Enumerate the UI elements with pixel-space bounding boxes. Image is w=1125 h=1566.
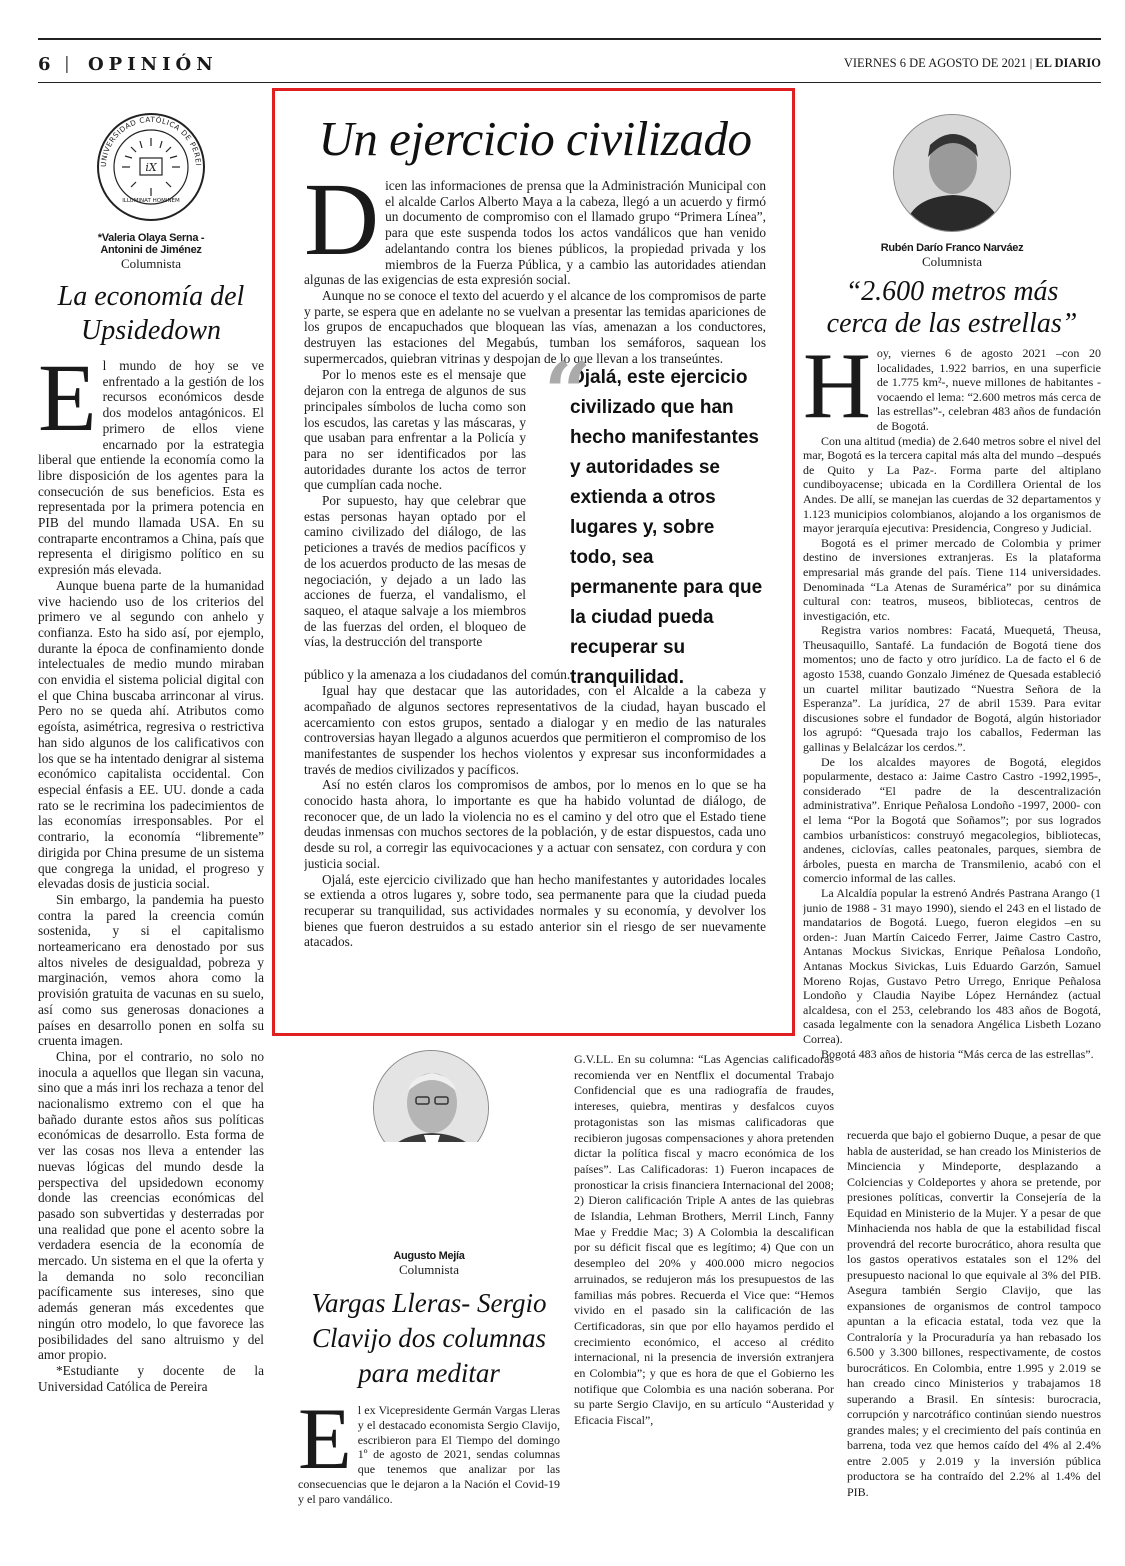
logo-ring-text: UNIVERSIDAD CATÓLICA DE PEREI [98,114,204,168]
paragraph: Por supuesto, hay que celebrar que estas personas hayan optado por el camino civilizado del diálogo, de las peticiones a través de medios pacíficos y de los acuerdos producto de las mesas de negociación, y dejado a un lado las acciones de fuerza, el vandalismo, el saqueo, el ataque salvaje a los miembros de las fuerzas del orden, el bloqueo de vías, la destrucción del transporte [304,493,526,650]
header-separator: | [64,54,70,74]
pullquote [544,345,766,689]
featured-article [304,108,766,1026]
bottom-article-col2 [574,1052,834,1556]
right-article [803,92,1101,1112]
paragraph: Registra varios nombres: Facatá, Muequetá, Theusa, Theusaquillo, Santafé. La fundación de Bogotá tiene dos momentos; uno de facto y otro jurídico. La de facto el 6 de agosto 1538, cuando Gonzalo Jiménez de Quesada estableció un cuartel militar bautizado “Nuestra Señora de la Esperanza”. La jurídica, 27 de abril 1539. Para evitar discusiones sobre el fundador de Bogotá, algún historiador los agrupó: “Quesada trajo los caballos, Federman las gallinas y Belalcázar los cerdos.”. [803,623,1101,755]
header-top-rule [38,38,1101,40]
author-name-line2: Antonini de Jiménez [100,244,202,256]
drop-cap: E [38,344,97,451]
drop-cap: D [304,162,380,277]
issue-date: VIERNES 6 DE AGOSTO DE 2021 | EL DIARIO [843,56,1101,70]
bottom-article-header [300,1042,562,1142]
paragraph: *Estudiante y docente de la Universidad Católica de Pereira [38,1363,264,1394]
author-name-line1: *Valeria Olaya Serna - [97,232,205,244]
author-photo [373,1050,489,1142]
article-title [298,1286,560,1391]
header-bottom-rule [38,82,1101,83]
author-name: Augusto Mejía [393,1250,465,1262]
paragraph: Bogotá es el primer mercado de Colombia y primer destino de inversiones extranjeras. Es la plataforma empresarial más grande del país. Tiene 114 universidades. Denominada “La Atenas de Suramérica” por su dinámica cultural con: teatros, museos, bibliotecas, centros de investigación, etc. [803,535,1101,623]
title-line2: Clavijo dos columnas [312,1323,546,1353]
bottom-article [298,1250,560,1556]
paragraph: G.V.LL. En su columna: “Las Agencias calificadoras recomienda ver en Nentflix el documental Trabajo Confidencial que es una radiografía de fraudes, intereses, quiebra, mentiras y desfalcos cuyos protagonistas son las mismas calificadoras que recibieron jugosas compensaciones y ahora pretenden dictar la política fiscal y macro económica de los países”. Las Calificadoras: 1) Fueron incapaces de pronosticar la crisis financiera Internacional del 2008; 2) Dieron calificación Triple A antes de las quiebras de Islandia, Lehman Brothers, Merril Linch, Fanny Mae y Freddie Mac; 3) A Colombia la descalifican por su déficit fiscal que es legítimo; 4) Que con un desempleo del 20% y 400.000 micro negocios arruinados, se redujeron más los presupuestos de las familias más pobres. Recuerda el Vice que: “Hemos vivido en el pasado sin la calificación de las Certificadoras, sin que por ello hayamos perdido el crecimiento económico, el acceso al crédito internacional, ni la presencia de inversión extranjera en Colombia”; y que es hora de que el Gobierno les notifique que Colombia es una nación soberana. Por su parte Sergio Clavijo, en su artículo “Austeridad y Eficacia Fiscal”, [574,1052,834,1428]
title-line1: “2.600 metros más [845,276,1059,307]
university-logo [96,112,206,222]
paragraph: Ojalá, este ejercicio civilizado que han hecho manifestantes y autoridades locales se extienda a otros lugares y, sobre todo, sea permanente para que la ciudad pueda recuperar su tranquilidad, sus actividades normales y su economía, y devolver los bienes que fueron destruidos a su estado anterior sin el riesgo de ser nuevamente atacados. [304,871,766,950]
title-line1: Vargas Lleras- Sergio [311,1288,547,1318]
article-title [803,276,1101,340]
paragraph: Aunque buena parte de la humanidad vive haciendo uso de los criterios del primero ve al segundo con anhelo y confianza. Esto ha sido así, por ejemplo, durante la época de confinamiento donde intelectuales de medio mundo miraban con envidia el sistema policial digital con el que China buscaba arrinconar al virus. Pero no se queda ahí. Atributos como egoísta, asimétrica, regresiva o restrictiva han sido algunos de los calificativos con los que se ha intentado denigrar al sistema económico capitalista occidental. Con especial énfasis a EE. UU. donde a cada rato se le recrimina los padecimientos de las economías irresponsables. Por el contrario, la economía “libremente” dirigida por China presume de un sistema que congrega la unidad, el progreso y elevadas dosis de justicia social. [38,577,264,892]
featured-title: Un ejercicio civilizado [318,111,752,166]
section-name: OPINIÓN [88,54,218,75]
left-article [38,92,264,1554]
author-role: Columnista [922,254,982,269]
paragraph: Por lo menos este es el mensaje que dejaron con la entrega de algunos de sus principales símbolos de lucha como son los escudos, las caretas y las máscaras, y que usaban para enfrentar a la Policía y para no ser identificados por las autoridades durante los actos de terror que cumplían cada noche. [304,367,526,493]
author-name: Rubén Darío Franco Narváez [880,242,1024,254]
paragraph: Igual hay que destacar que las autoridades, con el Alcalde a la cabeza y acompañado de algunos sectores representativos de la ciudad, hayan buscado el acercamiento con estos grupos, sentado a dialogar y en medio de las naturales controversias hayan llegado a algunos acuerdos que permitieron el compromiso de los manifestantes de suspender los hechos violentos y expresar sus inconformidades a través de medios civilizados y pacíficos. [304,683,766,777]
paragraph: De los alcaldes mayores de Bogotá, elegidos popularmente, destaco a: Jaime Castro Castro -1992,1995-, considerado “El padre de la descentralización administrativa”. Enrique Peñalosa Londoño -1997, 2000- con el lema “Por la Bogotá que Soñamos”; por sus logrados cambios urbanísticos: construyó megacolegios, bibliotecas, andenes, ciclovías, calles peatonales, parques, siembra de árboles, puesta en marcha de Transmilenio, acabó con el comercio informal de las calles. [803,754,1101,886]
paragraph: Sin embargo, la pandemia ha puesto contra la pared la creencia común sostenida, y si el capitalismo norteamericano era denostado por sus altos niveles de desigualdad, pobreza y marginación, vemos ahora como la provisión gratuita de vacunas en su suelo, así como sus generosas donaciones a países en desarrollo ponen en solfa su cruenta imagen. [38,891,264,1049]
paragraph: l ex Vicepresidente Germán Vargas Lleras y el destacado economista Sergio Clavijo, escribieron para El Tiempo del domingo 1º de agosto de 2021, sendas columnas que tenemos que analizar por las consecuencias que le dejaron a la Nación el Covid-19 y el paro vandálico. [298,1403,560,1506]
paragraph: Aunque no se conoce el texto del acuerdo y el alcance de los compromisos de parte y parte, se espera que en adelante no se vuelvan a presentar las temidas apariciones de los grupos de encapuchados que bloquean las vías, amenazan a los conductores, destruyen las estaciones del Megabús, tumban los semáforos, saquean los supermercados, quiebran vitrinas y despojan de lo que llevan a los transeúntes. [304,287,766,366]
date-text: VIERNES 6 DE AGOSTO DE 2021 [843,56,1027,70]
author-photo [893,114,1011,232]
bottom-article-col3 [847,1128,1101,1556]
paragraph: La Alcaldía popular la estrenó Andrés Pastrana Arango (1 junio de 1988 - 31 mayo 1990), siendo el 243 en el listado de mandatarios de Bogotá. Luego, fueron elegidos –en su orden-: Juan Martín Caicedo Ferrer, Jaime Castro Castro, Antanas Mockus Sivickas, Enrique Peñalosa Londoño, Antanas Mockus Sivickas, Luis Eduardo Garzón, Samuel Moreno Rojas, Gustavo Petro Urrego, Enrique Peñalosa Londoño y Claudia Nayibe López Hernández (actual alcaldesa, con el 253, celebrando los 483 años de Bogotá, casada legalmente con la senadora Angélica Lisbeth Lozano Correa). [803,885,1101,1046]
title-line2: Upsidedown [81,315,221,346]
title-line3: para meditar [358,1358,500,1388]
paragraph: China, por el contrario, no solo no inocula a aquellos que llegan sin vacuna, sino que a más inri los rechaza a tenor del nacionalismo extremo con el que ha bañado durante estos años sus políticas económicas de desarrollo. Esta forma de ver las cosas nos lleva a entender las nuevas lógicas del mundo desde la perspectiva del upsidedown economy donde las creencias económicas del pasado son subvertidas y desterradas por una realidad que pone el acento sobre la verdadera esencia de la economía de mercado. Un sistema en el que la oferta y la demanda no solo reconcilian pacíficamente sus intereses, sino que además generan más excedentes que ningún otro modelo, lo que favorece las posibilidades del sano altruismo y del amor propio. [38,1048,264,1363]
paragraph: Bogotá 483 años de historia “Más cerca de las estrellas”. [821,1046,1094,1061]
paragraph: icen las informaciones de prensa que la Administración Municipal con el alcalde Carlos Alberto Maya a la cabeza, llegó a un acuerdo y firmó un documento de compromiso con el llamado grupo “Primera Línea”, para que este suspenda todos los actos vandálicos que han venido adelantando contra los bienes públicos, la propiedad privada y los miembros de la Fuerza Pública, y a cambio las autoridades atiendan algunas de las exigencias de esta expresión social. [304,178,766,288]
title-line2: cerca de las estrellas” [826,308,1078,339]
title-line1: La economía del [57,281,245,312]
logo-center: iX [145,161,157,174]
paragraph: público y la amenaza a los ciudadanos del común. [304,667,571,683]
paper-name: EL DIARIO [1035,56,1101,70]
page-number: 6 [38,54,52,75]
quote-mark-icon: “ [544,345,592,442]
paragraph: l mundo de hoy se ve enfrentado a la gestión de los recursos económicos desde dos modelos antagónicos. El primero de ellos viene encarnado por la estrategia liberal que entiende la economía como la libre disposición de los agentes para la consecución de sus beneficios. Esta es representada por la primera potencia en PIB del mundo llamada USA. En su contraparte encontramos a China, país que representa el dirigismo político en su expresión más elevada. [38,358,264,578]
drop-cap: H [803,334,871,438]
paragraph: Con una altitud (media) de 2.640 metros sobre el nivel del mar, Bogotá es la tercera capital más alta del mundo –después de Quito y La Paz-. Forma parte del altiplano cundiboyacense; ubicada en la Cordillera Oriental de los Andes. De allí, se manejan las cuerdas de 32 departamentos y 1.123 municipios colombianos, alojando a los organismos de mayor jerarquía ejecutiva: Presidencia, Congreso y Judicial. [803,433,1101,536]
paragraph: oy, viernes 6 de agosto 2021 –con 20 localidades, 1.922 barrios, en una superficie de 1.775 km²-, nueve millones de habitantes -vocaendo el lema: “2.600 metros más cerca de las estrellas”-, celebran 483 años de fundación de Bogotá. [876,346,1101,433]
author-role: Columnista [121,256,181,271]
pullquote-text: Ojalá, este ejercicio civilizado que han hecho manifestantes y autoridades se extienda a otros lugares y, sobre todo, sea permanente para que la ciudad pueda recuperar su tranquilidad. [570,367,763,689]
paragraph: recuerda que bajo el gobierno Duque, a pesar de que habla de austeridad, se han creado los Ministerios de Minciencia y Mindeporte, desplazando a Colciencias y Coldeportes y ahora se pretende, por presiones políticas, convertir la Consejería de la Equidad en Ministerio de la Mujer. Y a pesar de que Minhacienda nos habla de que la estabilidad fiscal provendrá del recorte burocrático, ahora resulta que los gastos operativos estatales son el 12% del presupuesto nacional lo que equivale al 3% del PIB. Asegura también Sergio Clavijo, que las expansiones de organismos de control tampoco apuntan a la eficacia estatal, toda vez que la Contraloría y la Procuraduría ya han rebasado los 6.500 y 3.300 billones, respectivamente, de costos burocráticos. En Colombia, entre 1.995 y 2.019 se han creado cinco Ministerios y trabajamos 18 superando a Brasil. En síntesis: burocracia, corrupción y narcotráfico continúan siendo nuestros grandes males; y el crecimiento del país continúa en barrena, toda vez que hemos caído del 4% al 2.4% entre 2.005 y 2.019 y la inversión pública productora se ha contraído del 2.2% al 1.4% del PIB. [847,1128,1101,1499]
author-role: Columnista [399,1262,459,1277]
paragraph: Así no estén claros los compromisos de ambos, por lo menos en lo que se ha conocido hasta ahora, lo importante es que ha habido voluntad de diálogo, de reconocer que, de un lado la violencia no es el camino y del otro que el Estado tiene deudas inmensas con muchos sectores de la población, y de estar dispuestos, cada uno desde su rol, a corregir las equivocaciones y a actuar con sensatez, con cordura y con justicia social. [304,777,766,871]
article-title [38,280,264,348]
logo-motto: ILLUMINAT HOMINEM [122,198,180,204]
drop-cap: E [298,1391,352,1488]
